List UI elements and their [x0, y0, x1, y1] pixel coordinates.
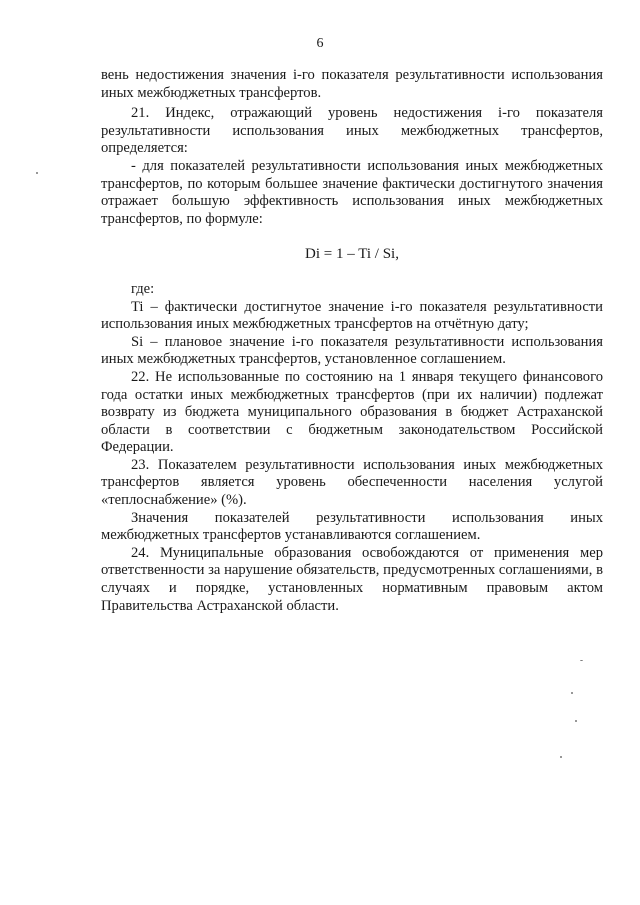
paragraph-23: 23. Показателем результативности использования иных межбюджетных трансфертов является уровень обеспеченности населения услугой «теплоснабжение» (%).	[101, 456, 603, 509]
scan-speck	[580, 660, 583, 661]
page-number: 6	[316, 36, 324, 51]
paragraph-21: 21. Индекс, отражающий уровень недостижения i-го показателя результативности использования иных межбюджетных трансфертов, определяется:	[101, 105, 603, 157]
formula: Di = 1 – Ti / Si,	[305, 246, 399, 263]
where-label: где:	[131, 280, 155, 297]
paragraph-23-values: Значения показателей результативности использования иных межбюджетных трансфертов устанавливаются соглашением.	[101, 509, 603, 544]
paragraph-21-item: - для показателей результативности использования иных межбюджетных трансфертов, по которым большее значение фактически достигнутого значения отражает большую эффективность использования иных межбюджетных трансфертов, по формуле:	[101, 157, 603, 227]
paragraph-continuation: вень недостижения значения i-го показателя результативности использования иных межбюджетных трансфертов.	[101, 67, 603, 101]
document-body	[101, 67, 603, 615]
scan-speck	[36, 172, 38, 174]
scan-speck	[575, 720, 577, 722]
scan-speck	[571, 692, 573, 694]
ti-definition: Ti – фактически достигнутое значение i-го показателя результативности использования иных межбюджетных трансфертов на отчётную дату;	[101, 298, 603, 333]
paragraph-22: 22. Не использованные по состоянию на 1 января текущего финансового года остатки иных межбюджетных трансфертов (при их наличии) подлежат возврату из бюджета муниципального образования в бюджет Астраханской области в соответствии с бюджетным законодательством Российской Федерации.	[101, 368, 603, 456]
paragraph-24: 24. Муниципальные образования освобождаются от применения мер ответственности за нарушение обязательств, предусмотренных соглашениями, в случаях и порядке, установленных нормативным правовым актом Правительства Астраханской области.	[101, 544, 603, 614]
si-definition: Si – плановое значение i-го показателя результативности использования иных межбюджетных трансфертов, установленное соглашением.	[101, 333, 603, 368]
scan-speck	[560, 756, 562, 758]
